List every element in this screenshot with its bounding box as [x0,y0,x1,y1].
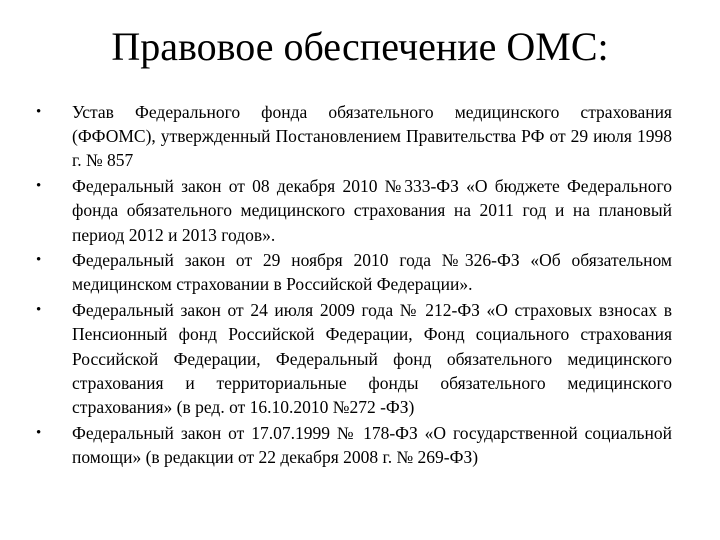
bullet-icon: • [36,252,42,269]
bullet-icon: • [36,178,42,195]
bullet-icon: • [36,302,42,319]
slide-title: Правовое обеспечение ОМС: [111,24,609,69]
bullet-list [36,100,672,471]
list-item-text: Федеральный закон от 24 июля 2009 года № 212-ФЗ «О страховых взносах в Пенсионный фонд Российской Федерации, Фонд социального страхования Российской Федерации, Федеральный фонд обязательного медицинского страхования и территориальные фонды обязательного медицинского страхования» (в ред. от 16.10.2010 №272 -ФЗ) [72,300,672,417]
list-item [36,174,672,247]
list-item [36,100,672,173]
bullet-icon: • [36,424,42,441]
bullet-icon: • [36,104,42,120]
list-item [36,421,672,469]
list-item-text: Устав Федерального фонда обязательного медицинского страхования (ФФОМС), утвержденный Постановлением Правительства РФ от 29 июля 1998 г. № 857 [72,102,672,171]
list-item-text: Федеральный закон от 29 ноября 2010 года №326-ФЗ «Об обязательном медицинском страховании в Российской Федерации». [72,250,672,295]
list-item-text: Федеральный закон от 08 декабря 2010 №333-ФЗ «О бюджете Федерального фонда обязательного медицинского страхования на 2011 год и на плановый период 2012 и 2013 годов». [72,176,672,245]
list-item-text: Федеральный закон от 17.07.1999 № 178-ФЗ «О государственной социальной помощи» (в редакции от 22 декабря 2008 г. № 269-ФЗ) [72,422,672,467]
list-item [36,298,672,419]
list-item [36,248,672,296]
